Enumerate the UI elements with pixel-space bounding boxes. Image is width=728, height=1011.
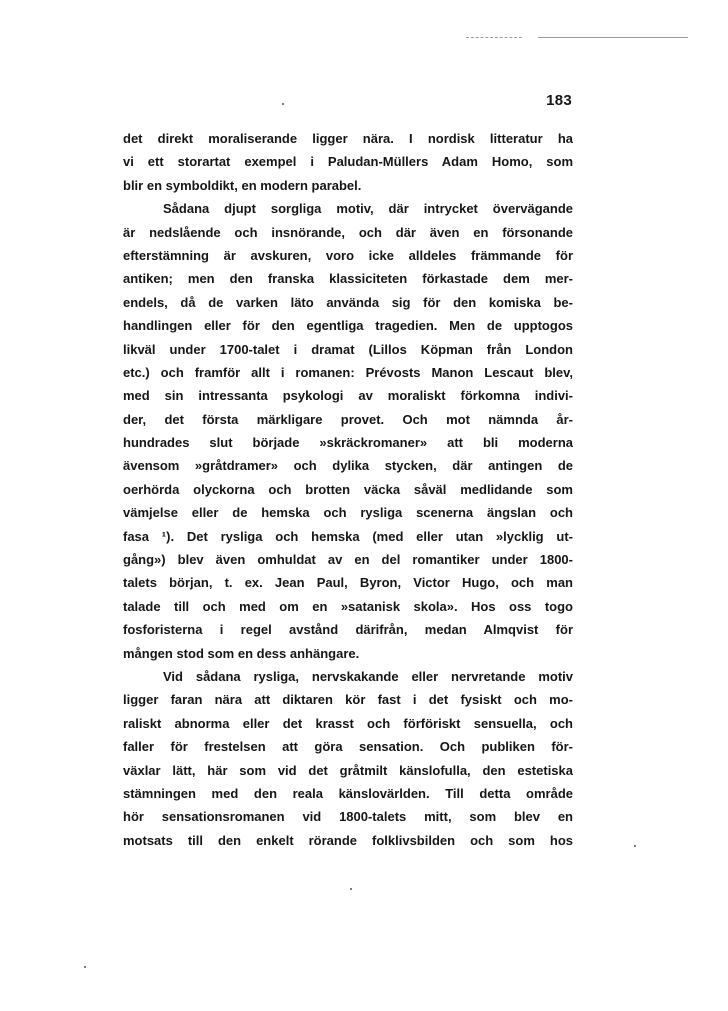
text-line: efterstämning är avskuren, voro icke alldeles främmande för [123, 247, 573, 263]
text-line: etc.) och framför allt i romanen: Prévosts Manon Lescaut blev, [123, 364, 573, 380]
text-line: endels, då de varken läto använda sig för den komiska be- [123, 294, 573, 310]
text-line: der, det första märkligare provet. Och mot nämnda år- [123, 411, 573, 427]
text-line: vämjelse eller de hemska och rysliga scenerna ängslan och [123, 505, 573, 521]
paper-speck [634, 845, 636, 847]
paper-speck [350, 888, 352, 890]
text-line: blir en symboldikt, en modern parabel. [123, 177, 362, 193]
text-line: fasa ¹). Det rysliga och hemska (med eller utan »lycklig ut- [123, 528, 573, 544]
top-edge-mark [466, 37, 522, 38]
text-line: talade till och med om en »satanisk skola». Hos oss togo [123, 598, 573, 614]
text-line: oerhörda olyckorna och brotten väcka såväl medlidande som [123, 481, 573, 497]
text-line: ävensom »gråtdramer» och dylika stycken, där antingen de [123, 458, 573, 474]
text-line: Sådana djupt sorgliga motiv, där intrycket övervägande [163, 201, 573, 217]
text-line: Vid sådana rysliga, nervskakande eller nervretande motiv [163, 668, 573, 684]
text-line: ligger faran nära att diktaren kör fast i det fysiskt och mo- [123, 692, 573, 708]
text-line: hundrades slut började »skräckromaner» att bli moderna [123, 435, 573, 451]
text-line: gång») blev även omhuldat av en del romantiker under 1800- [123, 552, 573, 568]
text-line: växlar lätt, här som vid det gråtmilt känslofulla, den estetiska [123, 762, 573, 778]
text-line: stämningen med den reala känslovärlden. Till detta område [123, 785, 573, 801]
page-number: 183 [546, 92, 572, 109]
text-line: talets början, t. ex. Jean Paul, Byron, Victor Hugo, och man [123, 575, 573, 591]
text-line: det direkt moraliserande ligger nära. I nordisk litteratur ha [123, 131, 573, 146]
text-line: med sin intressanta psykologi av moraliskt förkomna indivi- [123, 388, 573, 404]
paper-speck [282, 103, 284, 105]
text-line: är nedslående och insnörande, och där även en försonande [123, 224, 573, 240]
top-edge-rule [538, 37, 688, 38]
body-text [123, 127, 573, 852]
text-line: raliskt abnorma eller det krasst och förföriskt sensuella, och [123, 715, 573, 731]
text-line: vi ett storartat exempel i Paludan-Müllers Adam Homo, som [123, 154, 573, 170]
text-line: hör sensationsromanen vid 1800-talets mitt, som blev en [123, 809, 573, 825]
text-line: antiken; men den franska klassiciteten förkastade dem mer- [123, 271, 573, 287]
text-line: likväl under 1700-talet i dramat (Lillos Köpman från London [123, 341, 573, 357]
text-line: faller för frestelsen att göra sensation. Och publiken för- [123, 739, 573, 755]
paper-speck [84, 966, 86, 968]
text-line: mången stod som en dess anhängare. [123, 645, 360, 661]
text-line: motsats till den enkelt rörande folklivsbilden och som hos [123, 832, 573, 848]
text-line: fosforisterna i regel avstånd därifrån, medan Almqvist för [123, 622, 573, 638]
text-line: handlingen eller för den egentliga tragedien. Men de upptogos [123, 318, 573, 334]
